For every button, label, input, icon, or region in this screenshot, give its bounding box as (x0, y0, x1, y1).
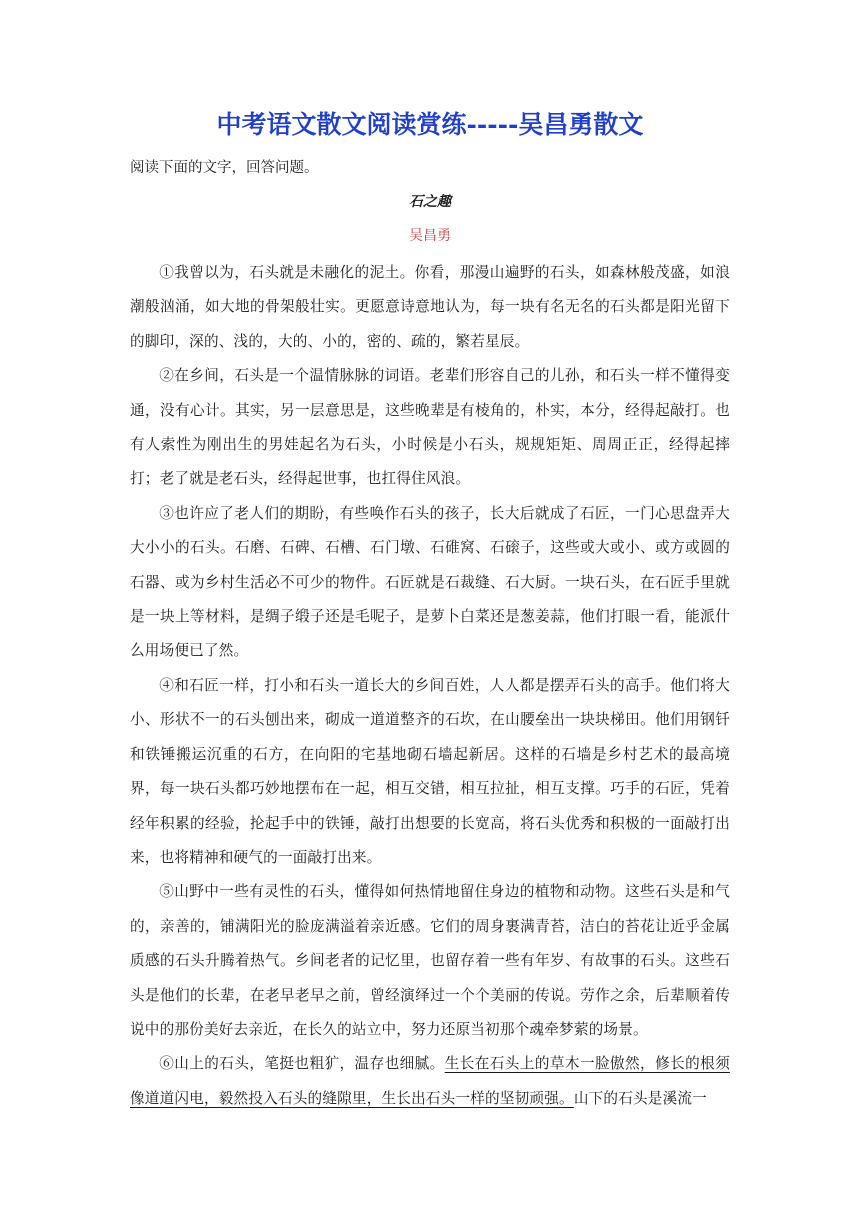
underlined-sentence: 生长在石头上的草木一脸傲然，修长的根须像道道闪电，毅然投入石头的缝隙里，生长出石头一样的坚韧顽强。 (130, 1055, 730, 1107)
paragraph-6-tail: 山下的石头是溪流一 (573, 1089, 707, 1107)
paragraph-1: ①我曾以为，石头就是未融化的泥土。你看，那漫山遍野的石头，如森林般茂盛，如浪潮般汹涌，如大地的骨架般壮实。更愿意诗意地认为，每一块有名无名的石头都是阳光留下的脚印，深的、浅的，大的、小的，密的、疏的，繁若星辰。 (130, 264, 730, 350)
paragraph-6-lead: ⑥山上的石头，笔挺也粗犷，温存也细腻。 (159, 1055, 445, 1073)
paragraph-5: ⑤山野中一些有灵性的石头，懂得如何热情地留住身边的植物和动物。这些石头是和气的，亲善的，铺满阳光的脸庞满溢着亲近感。它们的周身裹满青苔，洁白的苔花让近乎金属质感的石头升腾着热气。乡间老者的记忆里，也留存着一些有年岁、有故事的石头。这些石头是他们的长辈，在老早老早之前，曾经演绎过一个个美丽的传说。劳作之余，后辈顺着传说中的那份美好去亲近，在长久的站立中，努力还原当初那个魂牵梦萦的场景。 (130, 883, 730, 1038)
paragraph-3: ③也许应了老人们的期盼，有些唤作石头的孩子，长大后就成了石匠，一门心思盘弄大大小小的石头。石磨、石碑、石槽、石门墩、石碓窝、石磙子，这些或大或小、或方或圆的石器、或为乡村生活必不可少的物件。石匠就是石裁缝、石大厨。一块石头，在石匠手里就是一块上等材料，是绸子缎子还是毛呢子，是萝卜白菜还是葱姜蒜，他们打眼一看，能派什么用场便已了然。 (130, 504, 730, 660)
paragraph-4: ④和石匠一样，打小和石头一道长大的乡间百姓，人人都是摆弄石头的高手。他们将大小、形状不一的石头刨出来，砌成一道道整齐的石坎，在山腰垒出一块块梯田。他们用钢钎和铁锤搬运沉重的石方，在向阳的宅基地砌石墙起新居。这样的石墙是乡村艺术的最高境界，每一块石头都巧妙地摆布在一起，相互交错，相互拉扯，相互支撑。巧手的石匠，凭着经年积累的经验，抡起手中的铁锤，敲打出想要的长宽高，将石头优秀和积极的一面敲打出来，也将精神和硬气的一面敲打出来。 (130, 676, 730, 866)
reading-instruction: 阅读下面的文字，回答问题。 (130, 160, 319, 176)
document-title: 中考语文散文阅读赏练-----吴昌勇散文 (216, 110, 644, 139)
paragraph-2: ②在乡间，石头是一个温情脉脉的词语。老辈们形容自己的儿孙，和石头一样不懂得变通，没有心计。其实，另一层意思是，这些晚辈是有棱角的，朴实，本分，经得起敲打。也有人索性为刚出生的男娃起名为石头，小时候是小石头，规规矩矩、周周正正，经得起摔打；老了就是老石头，经得起世事，也扛得住风浪。 (130, 367, 730, 488)
paragraph-6 (130, 1047, 730, 1116)
article-author: 吴昌勇 (409, 228, 451, 244)
article-title: 石之趣 (409, 194, 451, 210)
